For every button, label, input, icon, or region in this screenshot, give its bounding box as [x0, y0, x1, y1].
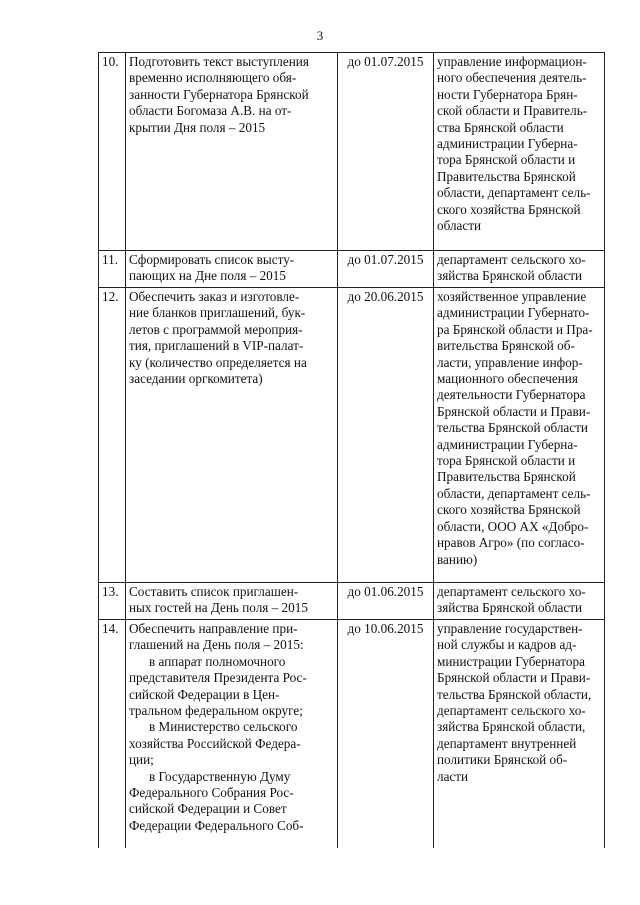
responsible-line: политики Брянской об-	[437, 752, 568, 768]
task-line: в аппарат полномочного	[149, 653, 286, 669]
responsible-line: ского хозяйства Брянской	[437, 502, 581, 518]
responsible-line: Брянской области и Прави-	[437, 670, 591, 686]
task-line: временно исполняющего обя-	[129, 70, 297, 86]
task-line: летов с программой мероприя-	[129, 321, 303, 337]
responsible-line: ного обеспечения деятель-	[437, 70, 587, 86]
deadline-cell: до 01.06.2015	[338, 583, 434, 620]
deadline-cell: до 01.07.2015	[338, 251, 434, 288]
task-line: представителя Президента Рос-	[129, 670, 307, 686]
responsible-line: Правительства Брянской	[437, 469, 576, 485]
task-cell	[126, 251, 338, 288]
responsible-line: ского хозяйства Брянской	[437, 201, 581, 217]
responsible-line: ванию)	[437, 551, 478, 567]
task-line: тия, приглашений в VIP-палат-	[129, 338, 304, 354]
responsible-line: зяйства Брянской области,	[437, 719, 586, 735]
table-row	[99, 620, 605, 848]
task-line: Обеспечить направление при-	[129, 621, 298, 636]
responsible-line: зяйства Брянской области	[437, 268, 583, 284]
responsible-line: хозяйственное управление	[437, 289, 587, 304]
row-number: 11.	[99, 251, 126, 288]
task-cell	[126, 288, 338, 583]
row-number: 14.	[99, 620, 126, 848]
responsible-line: тора Брянской области и	[437, 152, 576, 168]
responsible-line: департамент сельского хо-	[437, 703, 586, 719]
action-plan-table	[98, 52, 605, 848]
page-number: 3	[316, 28, 324, 43]
responsible-cell	[434, 251, 605, 288]
responsible-line: департамент сельского хо-	[437, 584, 586, 599]
task-line: сийской Федерации и Совет	[129, 801, 287, 817]
responsible-line: управление государствен-	[437, 621, 583, 636]
task-line: Федерации Федерального Соб-	[129, 817, 304, 833]
responsible-line: министрации Губернатора	[437, 653, 585, 669]
task-line: крытии Дня поля – 2015	[129, 119, 266, 135]
task-line: глашений на День поля – 2015:	[129, 637, 304, 653]
task-line: тральном федеральном округе;	[129, 703, 303, 719]
task-line: хозяйства Российской Федера-	[129, 735, 301, 751]
responsible-line: ности Губернатора Брян-	[437, 86, 578, 102]
table-row	[99, 583, 605, 620]
task-cell	[126, 53, 338, 251]
task-line: в Государственную Думу	[149, 768, 291, 784]
task-line: ку (количество определяется на	[129, 354, 307, 370]
responsible-line: ласти	[437, 768, 469, 784]
deadline-cell: до 10.06.2015	[338, 620, 434, 848]
responsible-line: управление информацион-	[437, 54, 587, 69]
task-line: Подготовить текст выступления	[129, 54, 309, 69]
deadline-cell: до 20.06.2015	[338, 288, 434, 583]
responsible-line: администрации Губерна-	[437, 436, 578, 452]
responsible-line: области, департамент сель-	[437, 485, 591, 501]
responsible-line: области	[437, 218, 482, 234]
task-line: области Богомаза А.В. на от-	[129, 103, 292, 119]
responsible-line: департамент внутренней	[437, 735, 577, 751]
responsible-line: ной службы и кадров ад-	[437, 637, 577, 653]
responsible-line: нравов Агро» (по согласо-	[437, 535, 585, 551]
task-line: пающих на Дне поля – 2015	[129, 268, 286, 284]
responsible-line: области, департамент сель-	[437, 185, 591, 201]
deadline-cell: до 01.07.2015	[338, 53, 434, 251]
responsible-line: вительства Брянской об-	[437, 338, 575, 354]
task-line: в Министерство сельского	[149, 719, 298, 735]
responsible-line: тельства Брянской области,	[437, 686, 592, 702]
responsible-line: тельства Брянской области	[437, 420, 588, 436]
task-cell	[126, 583, 338, 620]
responsible-line: Брянской области и Прави-	[437, 403, 591, 419]
responsible-cell	[434, 53, 605, 251]
table-row	[99, 53, 605, 251]
responsible-cell	[434, 583, 605, 620]
responsible-line: зяйства Брянской области	[437, 600, 583, 616]
task-line: Сформировать список высту-	[129, 252, 295, 267]
row-number: 10.	[99, 53, 126, 251]
task-line: Обеспечить заказ и изготовле-	[129, 289, 300, 304]
responsible-line: департамент сельского хо-	[437, 252, 586, 267]
task-line: Составить список приглашен-	[129, 584, 299, 599]
responsible-line: области, ООО АХ «Добро-	[437, 518, 589, 534]
responsible-cell	[434, 288, 605, 583]
task-line: занности Губернатора Брянской	[129, 86, 309, 102]
responsible-line: Правительства Брянской	[437, 168, 576, 184]
task-line: заседании оргкомитета)	[129, 371, 263, 387]
responsible-line: мационного обеспечения	[437, 371, 578, 387]
responsible-line: ской области и Правитель-	[437, 103, 588, 119]
task-line: ных гостей на День поля – 2015	[129, 600, 308, 616]
responsible-line: тора Брянской области и	[437, 453, 576, 469]
task-line: ции;	[129, 752, 154, 768]
row-number: 13.	[99, 583, 126, 620]
responsible-cell	[434, 620, 605, 848]
task-line: ние бланков приглашений, бук-	[129, 305, 306, 321]
row-number: 12.	[99, 288, 126, 583]
task-line: сийской Федерации в Цен-	[129, 686, 280, 702]
responsible-line: ства Брянской области	[437, 119, 564, 135]
table-row	[99, 251, 605, 288]
table-row	[99, 288, 605, 583]
responsible-line: администрации Губернато-	[437, 305, 590, 321]
responsible-line: администрации Губерна-	[437, 136, 578, 152]
responsible-line: ласти, управление инфор-	[437, 354, 583, 370]
responsible-line: деятельности Губернатора	[437, 387, 586, 403]
responsible-line: ра Брянской области и Пра-	[437, 321, 593, 337]
task-line: Федерального Собрания Рос-	[129, 785, 294, 801]
task-cell	[126, 620, 338, 848]
